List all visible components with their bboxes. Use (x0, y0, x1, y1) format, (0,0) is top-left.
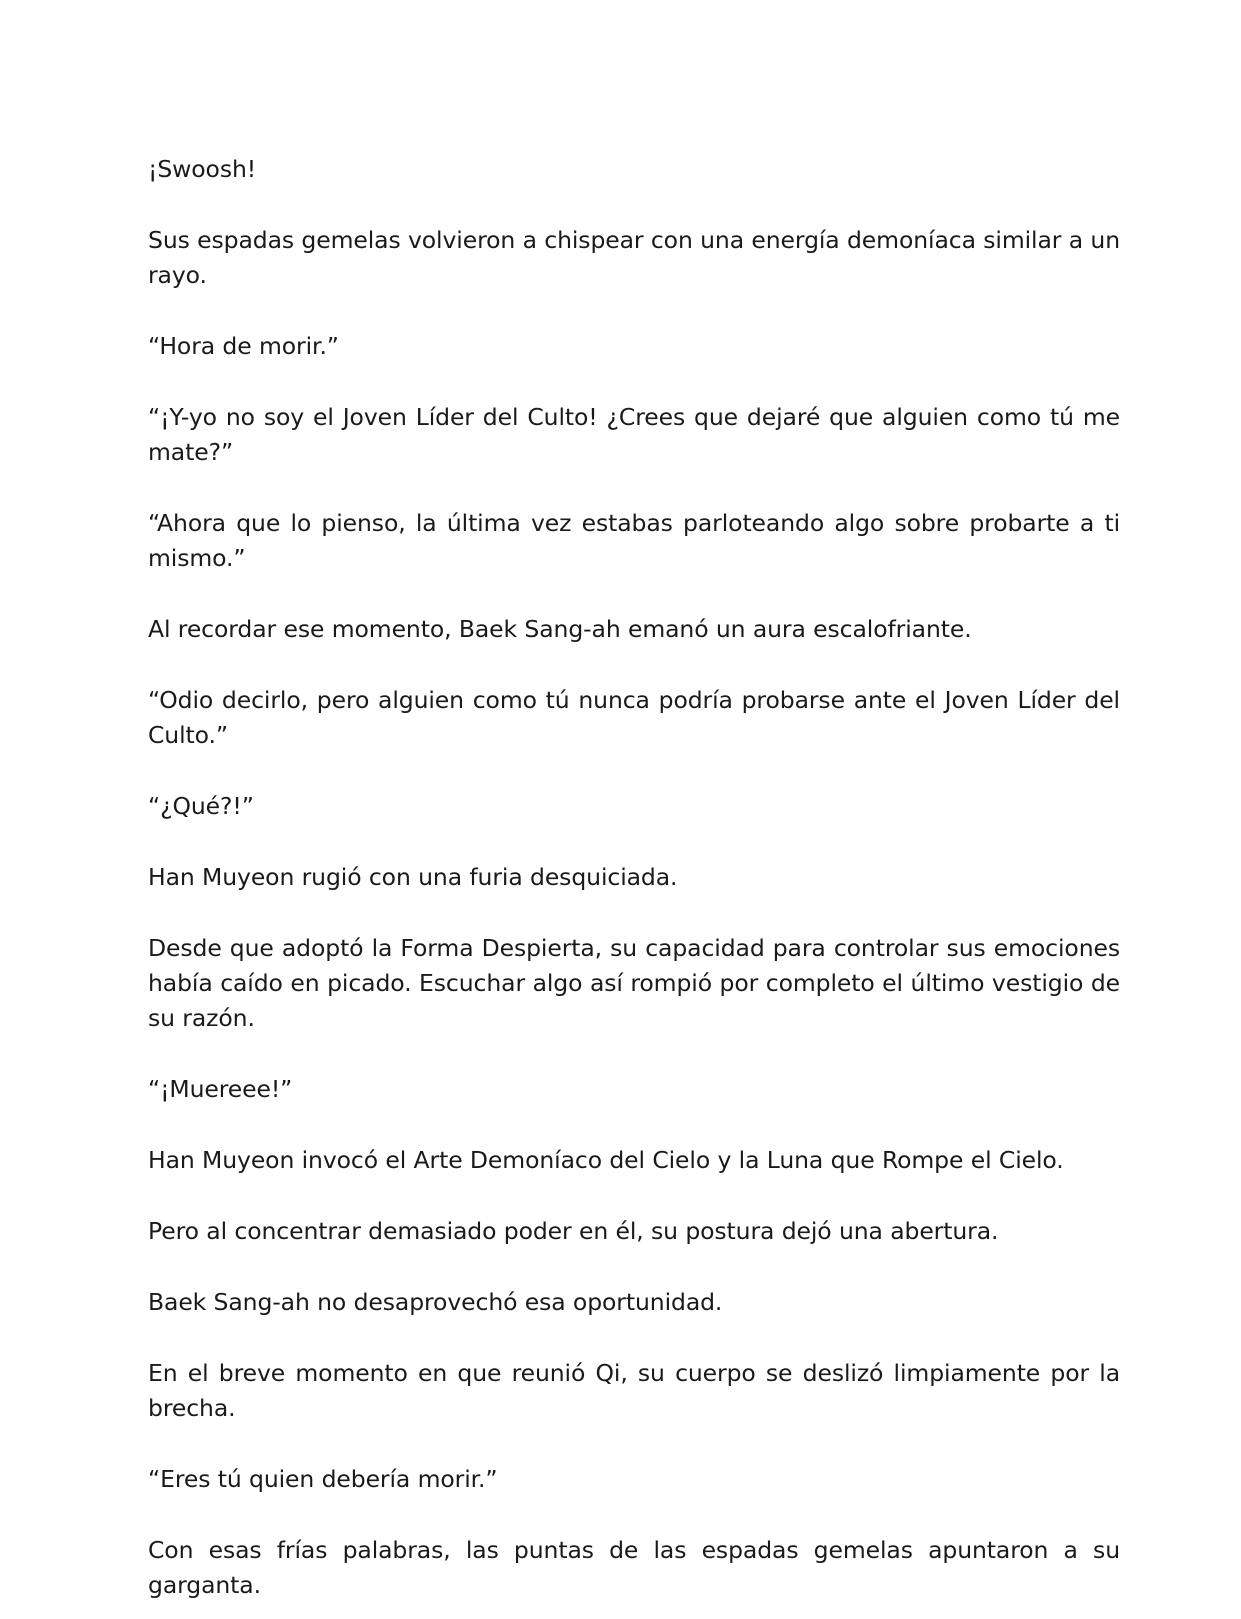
paragraph: ¡Swoosh! (148, 155, 257, 183)
paragraph: Pero al concentrar demasiado poder en él, su postura dejó una abertura. (148, 1217, 999, 1245)
paragraph: “¿Qué?!” (148, 792, 254, 820)
paragraph: Han Muyeon invocó el Arte Demoníaco del Cielo y la Luna que Rompe el Cielo. (148, 1146, 1064, 1174)
paragraph: “Eres tú quien debería morir.” (148, 1465, 498, 1493)
paragraph: Han Muyeon rugió con una furia desquiciada. (148, 863, 678, 891)
paragraph: Desde que adoptó la Forma Despierta, su capacidad para controlar sus emociones había caído en picado. Escuchar algo así rompió por completo el último vestigio de su razón. (148, 934, 1120, 1032)
paragraph: Con esas frías palabras, las puntas de las espadas gemelas apuntaron a su garganta. (148, 1536, 1120, 1599)
paragraph: Al recordar ese momento, Baek Sang-ah emanó un aura escalofriante. (148, 615, 972, 643)
paragraph: En el breve momento en que reunió Qi, su cuerpo se deslizó limpiamente por la brecha. (148, 1359, 1120, 1422)
paragraph: “Odio decirlo, pero alguien como tú nunca podría probarse ante el Joven Líder del Culto.” (148, 686, 1120, 749)
paragraph: “¡Muereee!” (148, 1075, 293, 1103)
paragraph: “Ahora que lo pienso, la última vez estabas parloteando algo sobre probarte a ti mismo.” (148, 509, 1120, 572)
paragraph: Sus espadas gemelas volvieron a chispear con una energía demoníaca similar a un rayo. (148, 226, 1120, 289)
document-body (148, 152, 1120, 1603)
paragraph: Baek Sang-ah no desaprovechó esa oportunidad. (148, 1288, 723, 1316)
paragraph: “¡Y-yo no soy el Joven Líder del Culto! ¿Crees que dejaré que alguien como tú me mate?” (148, 403, 1120, 466)
paragraph: “Hora de morir.” (148, 332, 339, 360)
